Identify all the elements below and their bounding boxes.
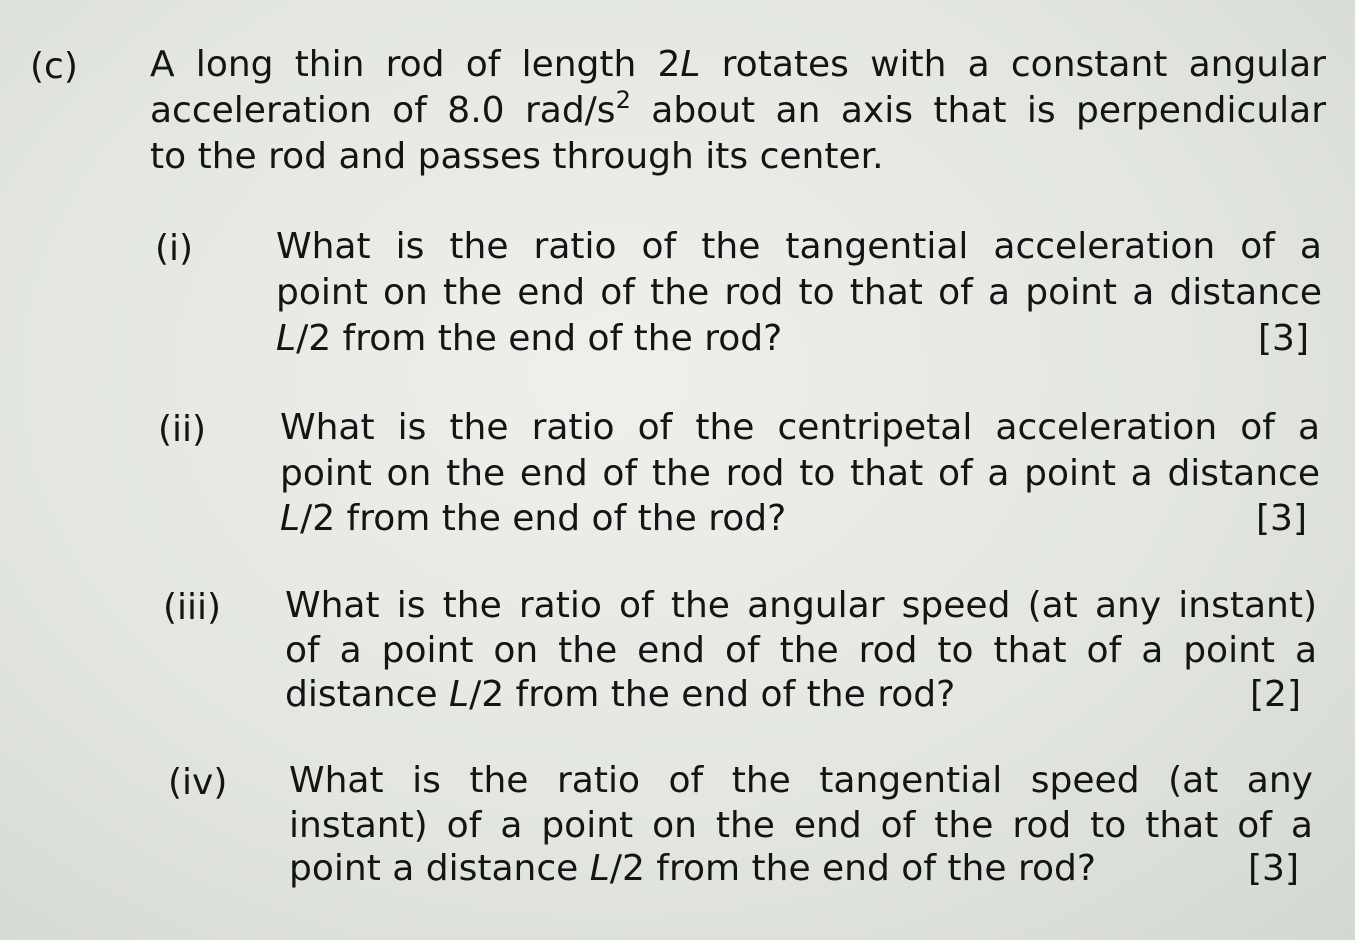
part-marks: [3] [1256,498,1307,539]
part-line: What is the ratio of the centripetal acceleration of a [280,407,1320,448]
part-line: of a point on the end of the rod to that of a point a [285,630,1317,671]
stem-line-3: to the rod and passes through its center. [150,136,884,177]
part-line: What is the ratio of the tangential speed (at any [289,760,1313,801]
part-label: (iv) [168,762,228,803]
part-label: (i) [155,228,194,269]
stem-line-2-superscript: 2 [615,86,631,114]
part-line: point on the end of the rod to that of a point a distance [276,272,1322,313]
stem-line-1: A long thin rod of length 2L rotates with a constant angular [150,44,1326,85]
part-line: distance L/2 from the end of the rod? [285,674,956,715]
part-line: point a distance L/2 from the end of the rod? [289,848,1096,889]
part-label: (ii) [158,409,207,450]
part-marks: [3] [1258,318,1309,359]
stem-line-2-post: about an axis that is perpendicular [630,90,1326,131]
part-marks: [2] [1250,674,1301,715]
question-label: (c) [30,46,78,87]
stem-line-2-pre: acceleration of 8.0 rad/s [150,90,616,131]
part-line: point on the end of the rod to that of a point a distance [280,453,1320,494]
part-label: (iii) [163,587,222,628]
part-line: instant) of a point on the end of the rod to that of a [289,805,1313,846]
part-line: L/2 from the end of the rod? [276,318,783,359]
part-line: What is the ratio of the tangential acceleration of a [276,226,1322,267]
part-line: L/2 from the end of the rod? [280,498,787,539]
part-marks: [3] [1248,848,1299,889]
part-line: What is the ratio of the angular speed (at any instant) [285,585,1317,626]
stem-line-2 [150,88,1326,134]
